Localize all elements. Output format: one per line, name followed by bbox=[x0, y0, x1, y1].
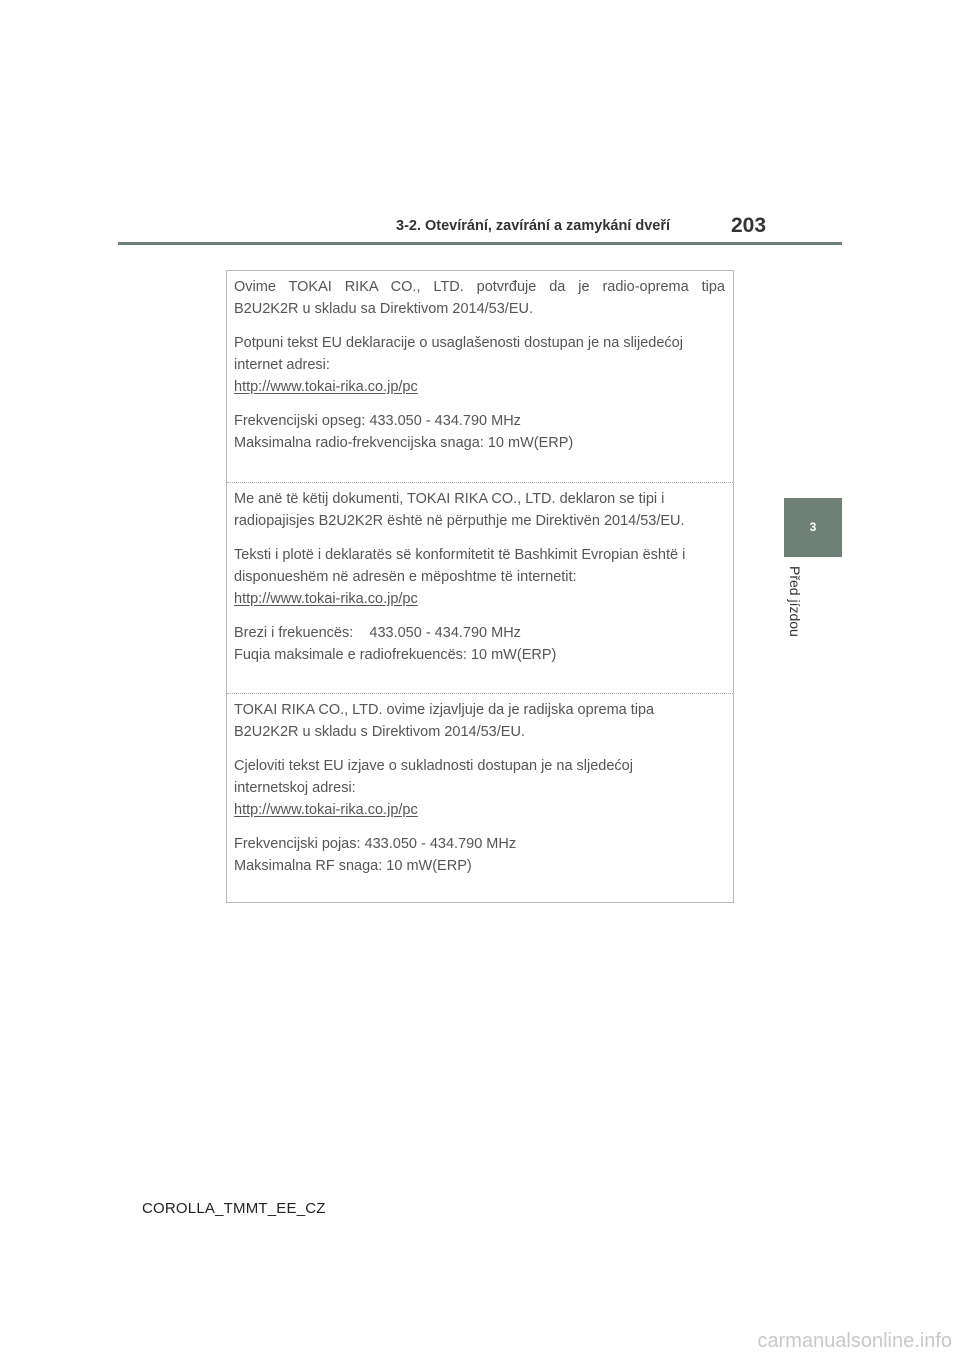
max-power: Maksimalna radio-frekvencijska snaga: 10 mW(ERP) bbox=[234, 435, 574, 451]
chapter-number: 3 bbox=[809, 520, 817, 534]
declarations-box bbox=[226, 270, 734, 903]
declaration-link[interactable]: http://www.tokai-rika.co.jp/pc bbox=[234, 591, 418, 607]
declaration-text-line: TOKAI RIKA CO., LTD. ovime izjavljuje da je radijska oprema tipa bbox=[234, 702, 655, 718]
declaration-text-line: Cjeloviti tekst EU izjave o sukladnosti dostupan je na sljedećoj bbox=[234, 758, 633, 774]
header-rule bbox=[118, 242, 842, 245]
declaration-text-line: Teksti i plotë i deklaratës së konformitetit të Bashkimit Evropian është i bbox=[234, 547, 686, 563]
declaration-albanian bbox=[227, 482, 733, 693]
declaration-text-line: Ovime TOKAI RIKA CO., LTD. potvrđuje da je radio-oprema tipa bbox=[234, 279, 725, 295]
chapter-tab bbox=[784, 498, 842, 557]
section-title: 3-2. Otevírání, zavírání a zamykání dveří bbox=[396, 218, 671, 234]
max-power: Fuqia maksimale e radiofrekuencës: 10 mW(ERP) bbox=[234, 647, 557, 663]
declaration-text-line: internetskoj adresi: bbox=[234, 780, 356, 796]
declaration-text-line: internet adresi: bbox=[234, 357, 330, 373]
declaration-text-line: Potpuni tekst EU deklaracije o usaglašenosti dostupan je na slijedećoj bbox=[234, 335, 683, 351]
max-power: Maksimalna RF snaga: 10 mW(ERP) bbox=[234, 858, 472, 874]
declaration-text-line: Me anë të këtij dokumenti, TOKAI RIKA CO., LTD. deklaron se tipi i bbox=[234, 491, 665, 507]
declaration-link[interactable]: http://www.tokai-rika.co.jp/pc bbox=[234, 379, 418, 395]
frequency-range: Frekvencijski opseg: 433.050 - 434.790 MHz bbox=[234, 413, 521, 429]
declaration-link[interactable]: http://www.tokai-rika.co.jp/pc bbox=[234, 802, 418, 818]
declaration-text-line: B2U2K2R u skladu sa Direktivom 2014/53/EU. bbox=[234, 301, 534, 317]
declaration-montenegrin bbox=[227, 271, 733, 483]
declaration-text-line: B2U2K2R u skladu s Direktivom 2014/53/EU. bbox=[234, 724, 525, 740]
frequency-range: Brezi i frekuencës: 433.050 - 434.790 MHz bbox=[234, 625, 521, 641]
watermark: carmanualsonline.info bbox=[757, 1330, 952, 1352]
declaration-text-line: radiopajisjes B2U2K2R është në përputhje me Direktivën 2014/53/EU. bbox=[234, 513, 685, 529]
chapter-label: Před jízdou bbox=[787, 566, 803, 637]
declaration-text-line: disponueshëm në adresën e mëposhtme të internetit: bbox=[234, 569, 577, 585]
declaration-croatian bbox=[227, 693, 733, 904]
model-code: COROLLA_TMMT_EE_CZ bbox=[142, 1200, 326, 1217]
frequency-range: Frekvencijski pojas: 433.050 - 434.790 MHz bbox=[234, 836, 517, 852]
page-number: 203 bbox=[731, 214, 767, 237]
